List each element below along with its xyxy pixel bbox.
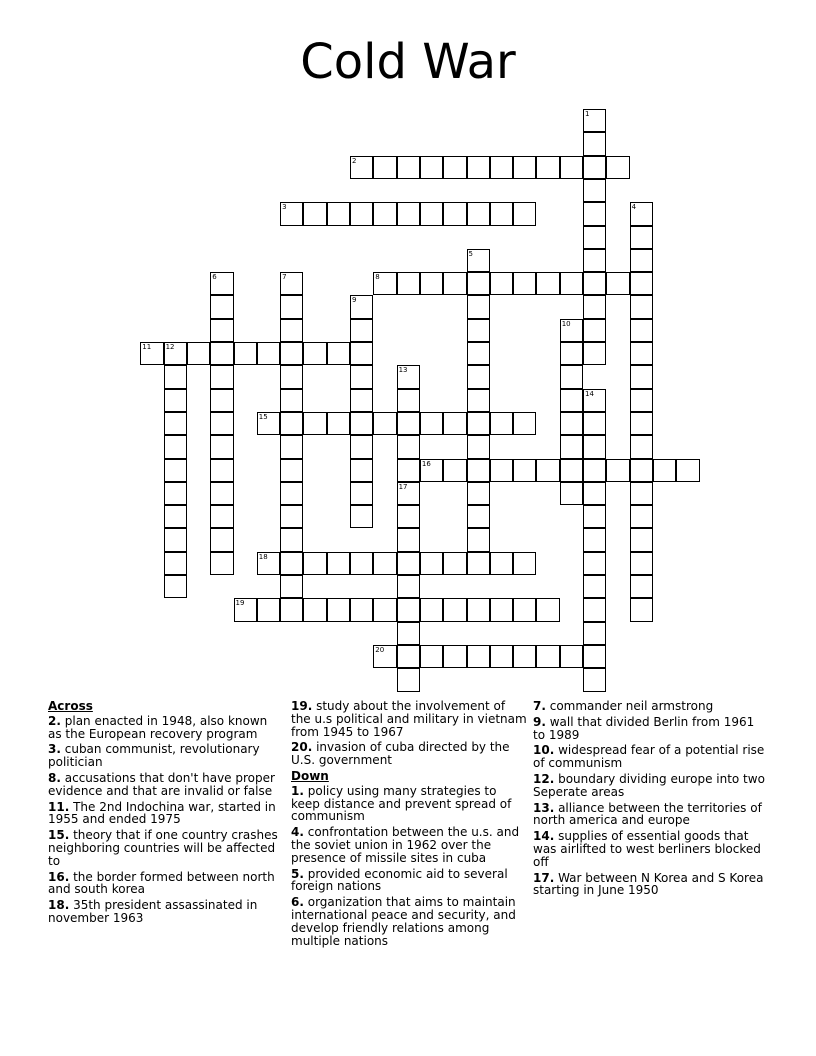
grid-cell[interactable] xyxy=(583,109,606,132)
clue-item xyxy=(291,868,527,894)
cell-number: 4 xyxy=(631,203,637,212)
grid-cell[interactable] xyxy=(373,552,396,575)
grid-cell[interactable] xyxy=(560,412,583,435)
grid-cell[interactable] xyxy=(397,272,420,295)
grid-cell[interactable] xyxy=(397,412,420,435)
clue-number: 20. xyxy=(291,740,313,755)
grid-cell[interactable] xyxy=(397,645,420,668)
clue-item xyxy=(533,773,769,799)
clue-text: study about the involvement of the u.s political and military in vietnam from 1945 to 1967 xyxy=(291,699,527,739)
grid-cell[interactable] xyxy=(490,272,513,295)
cell-number: 9 xyxy=(352,296,357,305)
grid-cell[interactable] xyxy=(164,505,187,528)
grid-cell[interactable] xyxy=(280,202,303,225)
grid-cell[interactable] xyxy=(630,598,653,621)
grid-cell[interactable] xyxy=(583,179,606,202)
clue-item xyxy=(48,871,284,897)
cell-number: 8 xyxy=(375,273,380,282)
grid-cell[interactable] xyxy=(397,598,420,621)
clue-item xyxy=(291,826,527,864)
clue-item xyxy=(48,743,284,769)
grid-cell[interactable] xyxy=(467,319,490,342)
across-heading: Across xyxy=(48,699,93,713)
clue-text: the border formed between north and south korea xyxy=(48,869,275,897)
grid-cell[interactable] xyxy=(397,459,420,482)
grid-cell[interactable] xyxy=(467,202,490,225)
grid-cell[interactable] xyxy=(467,552,490,575)
clue-item xyxy=(533,700,769,713)
clue-text: policy using many strategies to keep distance and prevent spread of communism xyxy=(291,783,512,824)
grid-cell[interactable] xyxy=(397,365,420,388)
puzzle-title: Cold War xyxy=(300,34,516,90)
grid-cell[interactable] xyxy=(583,622,606,645)
grid-cell[interactable] xyxy=(303,552,326,575)
grid-cell[interactable] xyxy=(583,482,606,505)
cell-number: 20 xyxy=(375,645,385,654)
cell-number: 13 xyxy=(398,366,408,375)
cell-number: 18 xyxy=(258,552,268,561)
grid-cell[interactable] xyxy=(560,389,583,412)
grid-cell[interactable] xyxy=(373,202,396,225)
clue-number: 9. xyxy=(533,714,546,729)
grid-cell[interactable] xyxy=(513,202,536,225)
grid-cell[interactable] xyxy=(467,412,490,435)
grid-cell[interactable] xyxy=(536,459,559,482)
grid-cell[interactable] xyxy=(350,412,373,435)
grid-cell[interactable] xyxy=(490,412,513,435)
grid-cell[interactable] xyxy=(280,575,303,598)
grid-cell[interactable] xyxy=(490,645,513,668)
grid-cell[interactable] xyxy=(210,482,233,505)
grid-cell[interactable] xyxy=(210,272,233,295)
grid-cell[interactable] xyxy=(536,156,559,179)
grid-cell[interactable] xyxy=(630,202,653,225)
cell-number: 6 xyxy=(212,273,217,282)
grid-cell[interactable] xyxy=(513,459,536,482)
clue-item xyxy=(48,829,284,867)
grid-cell[interactable] xyxy=(187,342,210,365)
grid-cell[interactable] xyxy=(630,505,653,528)
grid-cell[interactable] xyxy=(327,412,350,435)
grid-cell[interactable] xyxy=(280,389,303,412)
grid-cell[interactable] xyxy=(327,202,350,225)
grid-cell[interactable] xyxy=(210,459,233,482)
clue-text: The 2nd Indochina war, started in 1955 and ended 1975 xyxy=(48,799,276,827)
grid-cell[interactable] xyxy=(536,645,559,668)
clue-text: organization that aims to maintain international peace and security, and develop friendly relations among multiple nations xyxy=(291,895,516,948)
grid-cell[interactable] xyxy=(467,342,490,365)
grid-cell[interactable] xyxy=(490,202,513,225)
clue-item xyxy=(48,715,284,741)
grid-cell[interactable] xyxy=(373,645,396,668)
grid-cell[interactable] xyxy=(490,598,513,621)
grid-cell[interactable] xyxy=(373,272,396,295)
grid-cell[interactable] xyxy=(140,342,163,365)
grid-cell[interactable] xyxy=(630,249,653,272)
grid-cell[interactable] xyxy=(210,342,233,365)
grid-cell[interactable] xyxy=(210,389,233,412)
grid-cell[interactable] xyxy=(420,552,443,575)
grid-cell[interactable] xyxy=(583,412,606,435)
clue-number: 10. xyxy=(533,743,555,758)
grid-cell[interactable] xyxy=(583,342,606,365)
grid-cell[interactable] xyxy=(490,156,513,179)
grid-cell[interactable] xyxy=(420,202,443,225)
grid-cell[interactable] xyxy=(513,645,536,668)
grid-cell[interactable] xyxy=(443,272,466,295)
grid-cell[interactable] xyxy=(676,459,699,482)
cell-number: 2 xyxy=(352,156,357,165)
clue-number: 6. xyxy=(291,895,304,910)
grid-cell[interactable] xyxy=(443,598,466,621)
clue-number: 11. xyxy=(48,799,70,814)
grid-cell[interactable] xyxy=(583,202,606,225)
clue-number: 1. xyxy=(291,783,304,798)
cell-number: 12 xyxy=(165,343,175,351)
grid-cell[interactable] xyxy=(257,342,280,365)
grid-cell[interactable] xyxy=(280,319,303,342)
grid-cell[interactable] xyxy=(350,365,373,388)
grid-cell[interactable] xyxy=(536,598,559,621)
clues-column-3 xyxy=(533,700,769,900)
cell-number: 17 xyxy=(398,482,408,491)
clue-text: plan enacted in 1948, also known as the European recovery program xyxy=(48,713,268,741)
grid-cell[interactable] xyxy=(560,342,583,365)
grid-cell[interactable] xyxy=(350,482,373,505)
grid-cell[interactable] xyxy=(210,295,233,318)
grid-cell[interactable] xyxy=(280,412,303,435)
cell-number: 7 xyxy=(282,273,287,282)
grid-cell[interactable] xyxy=(560,482,583,505)
grid-cell[interactable] xyxy=(164,365,187,388)
clue-item xyxy=(533,716,769,742)
grid-cell[interactable] xyxy=(397,482,420,505)
clue-text: cuban communist, revolutionary politician xyxy=(48,742,260,770)
grid-cell[interactable] xyxy=(513,156,536,179)
grid-cell[interactable] xyxy=(280,342,303,365)
clue-item xyxy=(48,772,284,798)
clue-text: boundary dividing europe into two Seperate areas xyxy=(533,771,765,799)
grid-cell[interactable] xyxy=(280,598,303,621)
grid-cell[interactable] xyxy=(583,668,606,691)
grid-cell[interactable] xyxy=(630,342,653,365)
grid-cell[interactable] xyxy=(303,598,326,621)
grid-cell[interactable] xyxy=(606,459,629,482)
grid-cell[interactable] xyxy=(373,156,396,179)
cell-number: 10 xyxy=(561,319,571,328)
grid-cell[interactable] xyxy=(373,412,396,435)
grid-cell[interactable] xyxy=(467,482,490,505)
grid-cell[interactable] xyxy=(513,272,536,295)
grid-cell[interactable] xyxy=(234,342,257,365)
grid-cell[interactable] xyxy=(560,156,583,179)
grid-cell[interactable] xyxy=(280,505,303,528)
grid-cell[interactable] xyxy=(606,156,629,179)
grid-cell[interactable] xyxy=(467,435,490,458)
grid-cell[interactable] xyxy=(560,435,583,458)
grid-cell[interactable] xyxy=(583,505,606,528)
cell-number: 3 xyxy=(282,203,287,212)
cell-number: 14 xyxy=(585,389,594,398)
grid-cell[interactable] xyxy=(210,319,233,342)
grid-cell[interactable] xyxy=(257,412,280,435)
clue-item xyxy=(533,830,769,868)
grid-cell[interactable] xyxy=(210,552,233,575)
grid-cell[interactable] xyxy=(536,272,559,295)
clue-text: supplies of essential goods that was airlifted to west berliners blocked off xyxy=(533,829,761,869)
clue-number: 5. xyxy=(291,866,304,881)
grid-cell[interactable] xyxy=(327,552,350,575)
cell-number: 15 xyxy=(258,412,268,421)
clue-number: 3. xyxy=(48,742,61,757)
grid-cell[interactable] xyxy=(630,435,653,458)
grid-cell[interactable] xyxy=(397,156,420,179)
grid-cell[interactable] xyxy=(164,528,187,551)
grid-cell[interactable] xyxy=(327,342,350,365)
grid-cell[interactable] xyxy=(583,528,606,551)
clue-text: confrontation between the u.s. and the soviet union in 1962 over the presence of missile sites in cuba xyxy=(291,825,520,865)
clue-text: provided economic aid to several foreign nations xyxy=(291,866,508,894)
grid-cell[interactable] xyxy=(280,459,303,482)
grid-cell[interactable] xyxy=(630,575,653,598)
clue-number: 14. xyxy=(533,829,555,844)
grid-cell[interactable] xyxy=(490,459,513,482)
clue-item xyxy=(533,802,769,828)
grid-cell[interactable] xyxy=(630,482,653,505)
clues-column-2 xyxy=(291,700,527,950)
grid-cell[interactable] xyxy=(303,202,326,225)
grid-cell[interactable] xyxy=(560,459,583,482)
grid-cell[interactable] xyxy=(583,435,606,458)
clue-text: 35th president assassinated in november 1963 xyxy=(48,898,258,925)
clue-item xyxy=(48,801,284,827)
grid-cell[interactable] xyxy=(210,412,233,435)
clue-number: 15. xyxy=(48,828,70,843)
grid-cell[interactable] xyxy=(303,412,326,435)
grid-cell[interactable] xyxy=(164,435,187,458)
grid-cell[interactable] xyxy=(350,342,373,365)
grid-cell[interactable] xyxy=(420,645,443,668)
grid-cell[interactable] xyxy=(443,552,466,575)
grid-cell[interactable] xyxy=(397,505,420,528)
grid-cell[interactable] xyxy=(164,412,187,435)
clue-text: accusations that don't have proper evidence and that are invalid or false xyxy=(48,770,275,798)
grid-cell[interactable] xyxy=(583,645,606,668)
grid-cell[interactable] xyxy=(257,552,280,575)
cell-number: 11 xyxy=(142,343,152,351)
grid-cell[interactable] xyxy=(630,365,653,388)
grid-cell[interactable] xyxy=(327,598,350,621)
grid-cell[interactable] xyxy=(583,598,606,621)
grid-cell[interactable] xyxy=(583,319,606,342)
grid-cell[interactable] xyxy=(373,598,396,621)
grid-cell[interactable] xyxy=(443,156,466,179)
grid-cell[interactable] xyxy=(583,156,606,179)
cell-number: 5 xyxy=(468,249,473,258)
clue-text: commander neil armstrong xyxy=(545,699,714,713)
grid-cell[interactable] xyxy=(653,459,676,482)
grid-cell[interactable] xyxy=(397,668,420,691)
grid-cell[interactable] xyxy=(280,528,303,551)
clue-item xyxy=(291,700,527,738)
grid-cell[interactable] xyxy=(583,249,606,272)
grid-cell[interactable] xyxy=(280,435,303,458)
grid-cell[interactable] xyxy=(350,552,373,575)
grid-cell[interactable] xyxy=(490,552,513,575)
grid-cell[interactable] xyxy=(420,272,443,295)
cell-number: 1 xyxy=(585,110,590,118)
grid-cell[interactable] xyxy=(560,365,583,388)
grid-cell[interactable] xyxy=(467,295,490,318)
grid-cell[interactable] xyxy=(583,132,606,155)
grid-cell[interactable] xyxy=(164,552,187,575)
grid-cell[interactable] xyxy=(350,156,373,179)
grid-cell[interactable] xyxy=(467,598,490,621)
grid-cell[interactable] xyxy=(210,435,233,458)
grid-cell[interactable] xyxy=(164,575,187,598)
grid-cell[interactable] xyxy=(397,202,420,225)
grid-cell[interactable] xyxy=(560,319,583,342)
grid-cell[interactable] xyxy=(350,389,373,412)
grid-cell[interactable] xyxy=(467,459,490,482)
grid-cell[interactable] xyxy=(467,156,490,179)
grid-cell[interactable] xyxy=(513,598,536,621)
grid-cell[interactable] xyxy=(513,552,536,575)
grid-cell[interactable] xyxy=(350,319,373,342)
grid-cell[interactable] xyxy=(397,552,420,575)
grid-cell[interactable] xyxy=(164,342,187,365)
grid-cell[interactable] xyxy=(583,575,606,598)
grid-cell[interactable] xyxy=(560,645,583,668)
grid-cell[interactable] xyxy=(630,272,653,295)
grid-cell[interactable] xyxy=(467,645,490,668)
grid-cell[interactable] xyxy=(420,459,443,482)
grid-cell[interactable] xyxy=(210,365,233,388)
grid-cell[interactable] xyxy=(280,482,303,505)
clue-item xyxy=(533,744,769,770)
grid-cell[interactable] xyxy=(420,156,443,179)
clue-item xyxy=(533,872,769,898)
grid-cell[interactable] xyxy=(443,202,466,225)
grid-cell[interactable] xyxy=(280,365,303,388)
grid-cell[interactable] xyxy=(630,528,653,551)
grid-cell[interactable] xyxy=(350,202,373,225)
grid-cell[interactable] xyxy=(303,342,326,365)
grid-cell[interactable] xyxy=(397,622,420,645)
grid-cell[interactable] xyxy=(630,552,653,575)
cell-number: 16 xyxy=(421,459,431,468)
grid-cell[interactable] xyxy=(467,389,490,412)
grid-cell[interactable] xyxy=(630,319,653,342)
grid-cell[interactable] xyxy=(397,528,420,551)
grid-cell[interactable] xyxy=(210,505,233,528)
grid-cell[interactable] xyxy=(443,645,466,668)
cell-number: 19 xyxy=(235,599,245,608)
grid-cell[interactable] xyxy=(630,412,653,435)
clue-text: War between N Korea and S Korea starting in June 1950 xyxy=(533,870,764,898)
grid-cell[interactable] xyxy=(350,505,373,528)
clue-item xyxy=(291,896,527,947)
grid-cell[interactable] xyxy=(280,552,303,575)
clue-number: 19. xyxy=(291,699,313,713)
grid-cell[interactable] xyxy=(583,389,606,412)
clue-number: 13. xyxy=(533,800,555,815)
clue-number: 7. xyxy=(533,699,546,713)
grid-cell[interactable] xyxy=(583,226,606,249)
grid-cell[interactable] xyxy=(164,389,187,412)
grid-cell[interactable] xyxy=(583,295,606,318)
grid-cell[interactable] xyxy=(164,482,187,505)
clue-number: 2. xyxy=(48,713,61,728)
grid-cell[interactable] xyxy=(606,272,629,295)
clue-number: 18. xyxy=(48,898,70,913)
grid-cell[interactable] xyxy=(397,435,420,458)
grid-cell[interactable] xyxy=(560,272,583,295)
grid-cell[interactable] xyxy=(467,365,490,388)
grid-cell[interactable] xyxy=(350,598,373,621)
grid-cell[interactable] xyxy=(583,272,606,295)
clue-number: 4. xyxy=(291,825,304,840)
grid-cell[interactable] xyxy=(467,249,490,272)
grid-cell[interactable] xyxy=(420,412,443,435)
clue-item xyxy=(48,899,284,925)
grid-cell[interactable] xyxy=(630,459,653,482)
grid-cell[interactable] xyxy=(280,295,303,318)
grid-cell[interactable] xyxy=(210,528,233,551)
grid-cell[interactable] xyxy=(513,412,536,435)
clue-text: invasion of cuba directed by the U.S. government xyxy=(291,740,510,768)
grid-cell[interactable] xyxy=(443,459,466,482)
down-heading: Down xyxy=(291,768,329,783)
grid-cell[interactable] xyxy=(583,459,606,482)
grid-cell[interactable] xyxy=(467,272,490,295)
grid-cell[interactable] xyxy=(164,459,187,482)
clues-column-1 xyxy=(48,700,284,928)
clue-number: 12. xyxy=(533,771,555,786)
clue-number: 16. xyxy=(48,869,70,884)
grid-cell[interactable] xyxy=(467,528,490,551)
grid-cell[interactable] xyxy=(630,226,653,249)
grid-cell[interactable] xyxy=(280,272,303,295)
grid-cell[interactable] xyxy=(350,459,373,482)
grid-cell[interactable] xyxy=(583,552,606,575)
clue-number: 8. xyxy=(48,770,61,785)
grid-cell[interactable] xyxy=(443,412,466,435)
grid-cell[interactable] xyxy=(630,389,653,412)
grid-cell[interactable] xyxy=(467,505,490,528)
clue-text: widespread fear of a potential rise of communism xyxy=(533,743,765,771)
clue-number: 17. xyxy=(533,870,555,885)
grid-cell[interactable] xyxy=(350,435,373,458)
grid-cell[interactable] xyxy=(350,295,373,318)
grid-cell[interactable] xyxy=(397,575,420,598)
clue-item xyxy=(291,785,527,823)
clue-text: theory that if one country crashes neighboring countries will be affected to xyxy=(48,828,278,868)
grid-cell[interactable] xyxy=(257,598,280,621)
grid-cell[interactable] xyxy=(234,598,257,621)
clue-text: wall that divided Berlin from 1961 to 1989 xyxy=(533,714,755,742)
clue-item xyxy=(291,741,527,767)
grid-cell[interactable] xyxy=(397,389,420,412)
grid-cell[interactable] xyxy=(630,295,653,318)
clue-text: alliance between the territories of north america and europe xyxy=(533,800,762,828)
grid-cell[interactable] xyxy=(420,598,443,621)
